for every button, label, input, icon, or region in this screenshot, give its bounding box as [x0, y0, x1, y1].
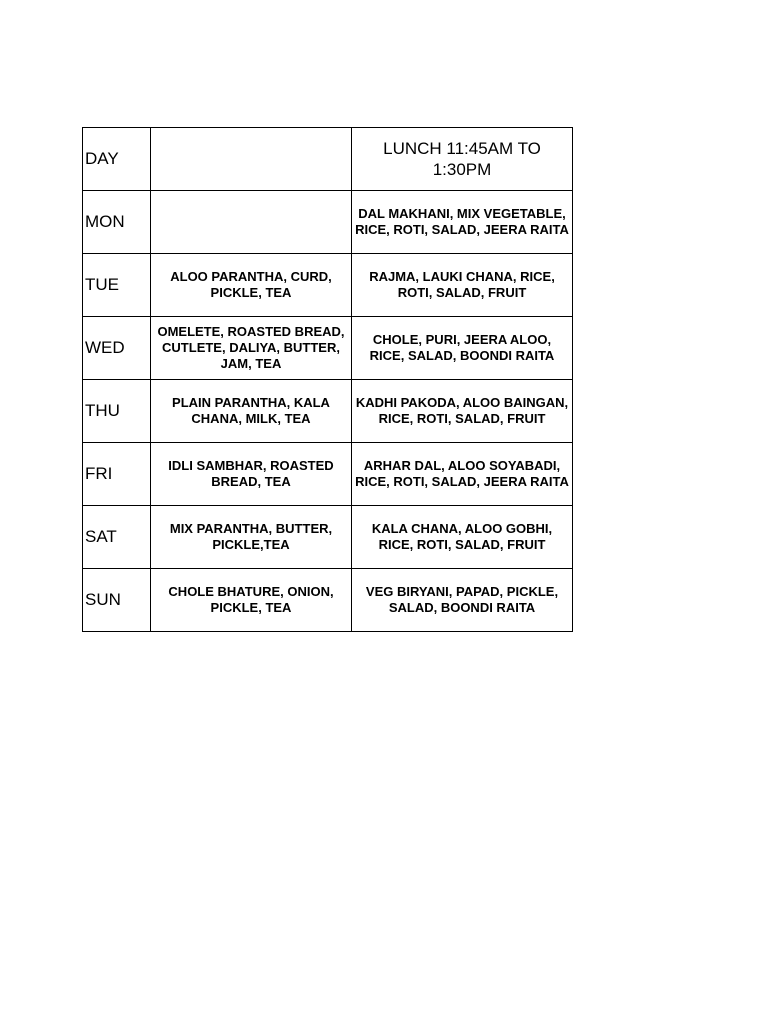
breakfast-cell: CHOLE BHATURE, ONION, PICKLE, TEA [151, 569, 352, 632]
lunch-cell: KALA CHANA, ALOO GOBHI, RICE, ROTI, SALAD, FRUIT [352, 506, 573, 569]
breakfast-cell: OMELETE, ROASTED BREAD, CUTLETE, DALIYA, BUTTER, JAM, TEA [151, 317, 352, 380]
header-day-cell: DAY [83, 128, 151, 191]
table-row [83, 317, 573, 380]
table-row [83, 380, 573, 443]
breakfast-cell: ALOO PARANTHA, CURD, PICKLE, TEA [151, 254, 352, 317]
header-row [83, 128, 573, 191]
meal-schedule-body [83, 128, 573, 632]
lunch-cell: KADHI PAKODA, ALOO BAINGAN, RICE, ROTI, SALAD, FRUIT [352, 380, 573, 443]
day-cell: TUE [83, 254, 151, 317]
meal-schedule-table [82, 127, 573, 632]
breakfast-cell: IDLI SAMBHAR, ROASTED BREAD, TEA [151, 443, 352, 506]
lunch-cell: RAJMA, LAUKI CHANA, RICE, ROTI, SALAD, FRUIT [352, 254, 573, 317]
lunch-cell: VEG BIRYANI, PAPAD, PICKLE, SALAD, BOONDI RAITA [352, 569, 573, 632]
header-breakfast-cell [151, 128, 352, 191]
table-row [83, 254, 573, 317]
day-cell: SAT [83, 506, 151, 569]
table-row [83, 569, 573, 632]
breakfast-cell: PLAIN PARANTHA, KALA CHANA, MILK, TEA [151, 380, 352, 443]
day-cell: FRI [83, 443, 151, 506]
day-cell: THU [83, 380, 151, 443]
table-row [83, 191, 573, 254]
breakfast-cell [151, 191, 352, 254]
table-row [83, 443, 573, 506]
lunch-cell: ARHAR DAL, ALOO SOYABADI, RICE, ROTI, SALAD, JEERA RAITA [352, 443, 573, 506]
header-lunch-cell: LUNCH 11:45AM TO 1:30PM [352, 128, 573, 191]
day-cell: WED [83, 317, 151, 380]
lunch-cell: CHOLE, PURI, JEERA ALOO, RICE, SALAD, BOONDI RAITA [352, 317, 573, 380]
day-cell: SUN [83, 569, 151, 632]
day-cell: MON [83, 191, 151, 254]
breakfast-cell: MIX PARANTHA, BUTTER, PICKLE,TEA [151, 506, 352, 569]
lunch-cell: DAL MAKHANI, MIX VEGETABLE, RICE, ROTI, SALAD, JEERA RAITA [352, 191, 573, 254]
table-row [83, 506, 573, 569]
